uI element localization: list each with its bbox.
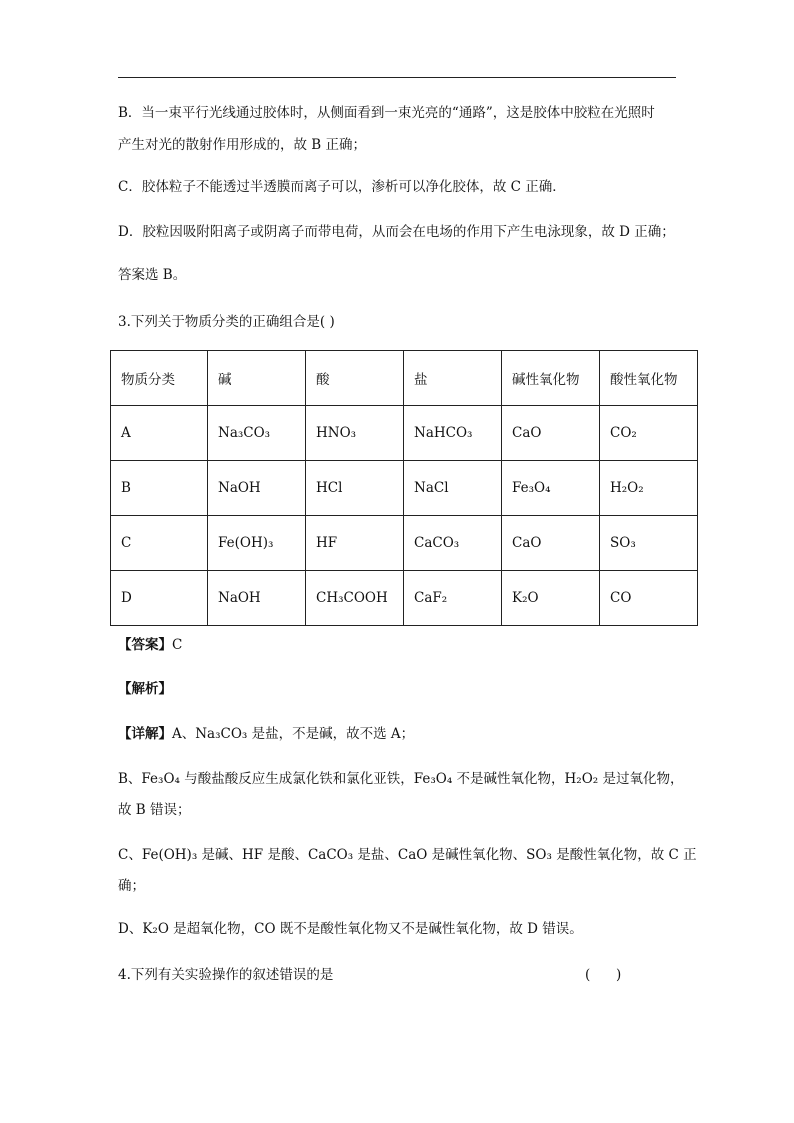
acid-cell: HCl (306, 461, 404, 516)
row-label: D (111, 571, 208, 626)
question4-answer-paren: ( ) (585, 967, 622, 983)
acid-cell: CH₃COOH (306, 571, 404, 626)
table-row (111, 461, 698, 516)
table-header-cell: 物质分类 (111, 351, 208, 406)
acid-cell: HNO₃ (306, 406, 404, 461)
base-cell: Na₃CO₃ (208, 406, 306, 461)
answer-line: 答案选 B。 (118, 267, 187, 283)
base-cell: Fe(OH)₃ (208, 516, 306, 571)
classification-table (110, 350, 698, 626)
table-row (111, 571, 698, 626)
explanation-b-line1: B．当一束平行光线通过胶体时，从侧面看到一束光亮的“通路”，这是胶体中胶粒在光照时 (118, 105, 655, 121)
question4-stem: 4.下列有关实验操作的叙述错误的是 (118, 967, 334, 983)
basic-oxide-cell: Fe₃O₄ (502, 461, 600, 516)
explanation-d-line: D．胶粒因吸附阳离子或阴离子而带电荷，从而会在电场的作用下产生电泳现象，故 D 正确； (118, 224, 675, 240)
acidic-oxide-cell: CO (600, 571, 698, 626)
salt-cell: NaHCO₃ (404, 406, 502, 461)
explanation-c-line: C．胶体粒子不能透过半透膜而离子可以，渗析可以净化胶体，故 C 正确． (118, 179, 566, 195)
detail-b-line1: B、Fe₃O₄ 与酸盐酸反应生成氯化铁和氯化亚铁，Fe₃O₄ 不是碱性氧化物，H₂O₂ 是过氧化物， (118, 771, 684, 787)
question3-stem: 3.下列关于物质分类的正确组合是( ) (118, 314, 335, 330)
table-header-cell: 酸性氧化物 (600, 351, 698, 406)
detail-c-line2: 确； (118, 878, 145, 894)
header-rule (118, 77, 676, 78)
detail-b-line2: 故 B 错误； (118, 802, 191, 818)
acidic-oxide-cell: SO₃ (600, 516, 698, 571)
table-header-cell: 碱性氧化物 (502, 351, 600, 406)
acidic-oxide-cell: CO₂ (600, 406, 698, 461)
acidic-oxide-cell: H₂O₂ (600, 461, 698, 516)
basic-oxide-cell: K₂O (502, 571, 600, 626)
row-label: A (111, 406, 208, 461)
answer-row (118, 635, 182, 655)
answer-label: 【答案】 (118, 637, 172, 653)
basic-oxide-cell: CaO (502, 406, 600, 461)
base-cell: NaOH (208, 571, 306, 626)
detail-label: 【详解】 (118, 726, 172, 742)
acid-cell: HF (306, 516, 404, 571)
basic-oxide-cell: CaO (502, 516, 600, 571)
row-label: C (111, 516, 208, 571)
table-header-cell: 盐 (404, 351, 502, 406)
analysis-label: 【解析】 (118, 681, 172, 697)
salt-cell: CaF₂ (404, 571, 502, 626)
salt-cell: CaCO₃ (404, 516, 502, 571)
analysis-row (118, 679, 172, 699)
detail-c-line1: C、Fe(OH)₃ 是碱、HF 是酸、CaCO₃ 是盐、CaO 是碱性氧化物、SO₃ 是酸性氧化物，故 C 正 (118, 847, 697, 863)
detail-d-line: D、K₂O 是超氧化物，CO 既不是酸性氧化物又不是碱性氧化物，故 D 错误。 (118, 921, 583, 937)
table-row (111, 406, 698, 461)
table-row (111, 516, 698, 571)
salt-cell: NaCl (404, 461, 502, 516)
detail-a-text: A、Na₃CO₃ 是盐，不是碱，故不选 A； (172, 726, 415, 742)
row-label: B (111, 461, 208, 516)
explanation-b-line2: 产生对光的散射作用形成的，故 B 正确； (118, 137, 367, 153)
table-header-row (111, 351, 698, 406)
table-header-cell: 碱 (208, 351, 306, 406)
table-header-cell: 酸 (306, 351, 404, 406)
answer-value: C (172, 637, 183, 653)
detail-a-row (118, 724, 414, 744)
base-cell: NaOH (208, 461, 306, 516)
